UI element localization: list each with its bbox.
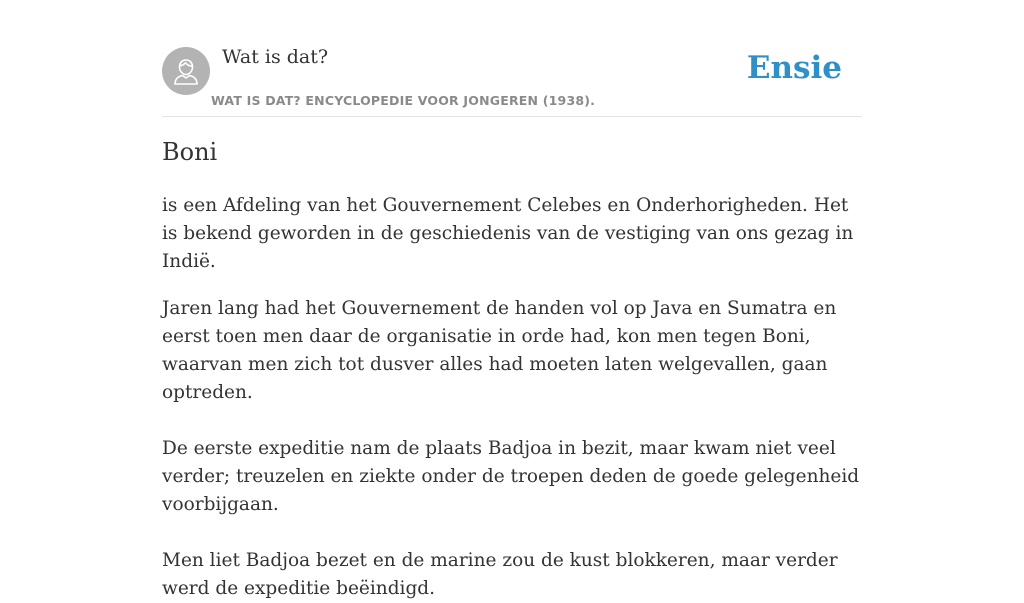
article-paragraph: Men liet Badjoa bezet en de marine zou de kust blokkeren, maar verder werd de expeditie beëindigd. xyxy=(162,550,838,599)
user-placeholder-icon[interactable] xyxy=(162,47,210,95)
ensie-logo[interactable]: Ensie xyxy=(746,50,842,86)
article-paragraph: Jaren lang had het Gouvernement de handen vol op Java en Sumatra en eerst toen men daar de organisatie in orde had, kon men tegen Boni, waarvan men zich tot dusver alles had moeten laten welgevallen, gaan optreden. xyxy=(162,298,837,403)
source-subtitle[interactable]: WAT IS DAT? ENCYCLOPEDIE VOOR JONGEREN (1938). xyxy=(211,93,596,108)
page-container xyxy=(162,0,862,599)
article-paragraph: De eerste expeditie nam de plaats Badjoa in bezit, maar kwam niet veel verder; treuzelen en ziekte onder de troepen deden de goede gelegenheid voorbijgaan. xyxy=(162,438,860,515)
article-title: Boni xyxy=(162,138,218,166)
paragraph-spacer xyxy=(162,519,862,547)
paragraph-spacer xyxy=(162,407,862,435)
source-title[interactable]: Wat is dat? xyxy=(222,46,329,68)
source-header xyxy=(162,0,862,117)
article-paragraph: is een Afdeling van het Gouvernement Celebes en Onderhorigheden. Het is bekend geworden in de geschiedenis van de vestiging van ons gezag in Indië. xyxy=(162,195,854,272)
article-body xyxy=(162,192,862,603)
